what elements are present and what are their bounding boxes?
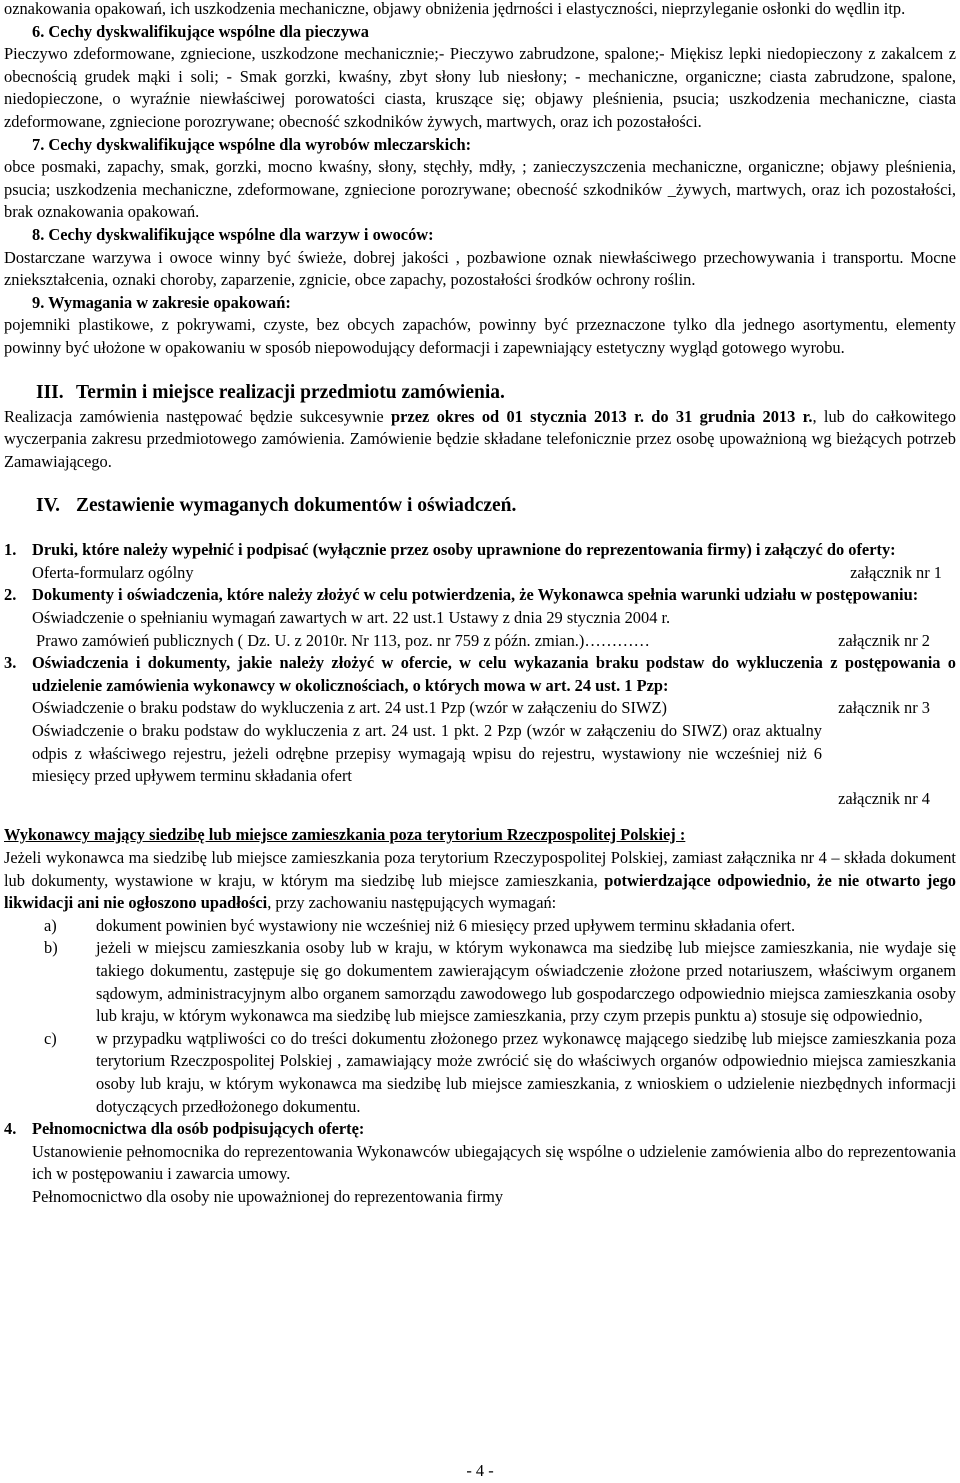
section-III-heading: III. Termin i miejsce realizacji przedmiotu zamówienia. [36,381,505,403]
item-4: 4. Pełnomocnictwa dla osób podpisujących ofertę: Ustanowienie pełnomocnika do reprezentowania Wykonawców ubiegających się wspólne o udzielenie zamówienia albo do reprezentowania ich w postępowaniu i zawarcia umowy. Pełnomocnictwo dla osoby nie upoważnionej do reprezentowania firmy [4,1118,956,1208]
item-4-body: Ustanowienie pełnomocnika do reprezentowania Wykonawców ubiegających się wspólne o udzielenie zamówienia albo do reprezentowania ich w postępowaniu i zawarcia umowy. [32,1141,956,1184]
item-3-heading: Oświadczenia i dokumenty, jakie należy złożyć w ofercie, w celu wykazania braku podstaw do wykluczenia z postępowania o udzielenie zamówienia wykonawcy w okolicznościach, o których mowa w art. 24 ust. 1 Pzp: [32,653,956,695]
foreign-item-b: b) jeżeli w miejscu zamieszkania osoby lub w kraju, w którym wykonawca ma siedzibę lub miejsce zamieszkania, nie wydaje się takiego dokumentu, zastępuje się go dokumentem zawierającym oświadczenie złożone przed notariuszem, właściwym organem sądowym, administracyjnym albo organem samorządu zawodowego lub gospodarczego odpowiednio miejsca zamieszkania osoby lub kraju, w którym wykonawca ma siedzibę lub miejsce zamieszkania, przy czym przepis punktu a) stosuje się odpowiednio, [44,938,956,1026]
foreign-heading: Wykonawcy mający siedzibę lub miejsce zamieszkania poza terytorium Rzeczpospolitej Polskiej : [4,825,686,845]
item-2: 2. Dokumenty i oświadczenia, które należy złożyć w celu potwierdzenia, że Wykonawca spełnia warunki udziału w postępowaniu: Oświadczenie o spełnianiu wymagań zawartych w art. 22 ust.1 Ustawy z dnia 29 stycznia 2004 r. Prawo zamówień publicznych ( Dz. U. z 2010r. Nr 113, poz. nr 759 z późn. zmian.)………… załącznik nr 2 [4,584,956,652]
section-9-body: pojemniki plastikowe, z pokrywami, czyste, bez obcych zapachów, powinny być przeznaczone tylko dla jednego asortymentu, elementy powinny być ułożone w opakowaniu w sposób niepowodujący deformacji i zapewniający estetyczny wygląd gotowego wyrobu. [4,315,956,357]
item-1: 1. Druki, które należy wypełnić i podpisać (wyłącznie przez osoby uprawnione do reprezentowania firmy) i załączyć do oferty: Oferta-formularz ogólny załącznik nr 1 [4,539,956,584]
item-4-heading: Pełnomocnictwa dla osób podpisujących ofertę: [32,1119,365,1139]
section-IV-heading: IV. Zestawienie wymaganych dokumentów i oświadczeń. [36,495,517,517]
item-3-line1: Oświadczenie o braku podstaw do wykluczenia z art. 24 ust.1 Pzp (wzór w załączeniu do SIWZ) [32,698,667,718]
section-8-heading: 8. Cechy dyskwalifikujące wspólne dla warzyw i owoców: [32,224,434,244]
item-4-line: Pełnomocnictwo dla osoby nie upoważnionej do reprezentowania firmy [32,1186,504,1206]
section-7 [4,134,956,224]
foreign-body: Jeżeli wykonawca ma siedzibę lub miejsce zamieszkania poza terytorium Rzeczypospolitej Polskiej, zamiast załącznika nr 4 – składa dokument lub dokumenty, wystawione w kraju, w którym ma siedzibę lub miejsce zamieszkania, potwierdzające odpowiednio, że nie otwarto jego likwidacji ani nie ogłoszono upadłości, przy zachowaniu następujących wymagań: [4,848,956,913]
item-2-line1: Oświadczenie o spełnianiu wymagań zawartych w art. 22 ust.1 Ustawy z dnia 29 stycznia 2004 r. [32,608,671,628]
section-8 [4,224,956,292]
item-3-attachment-3: załącznik nr 3 [838,698,930,718]
item-2-line2: Prawo zamówień publicznych ( Dz. U. z 2010r. Nr 113, poz. nr 759 z późn. zmian.)………… [36,630,650,650]
section-III-body: Realizacja zamówienia następować będzie sukcesywnie przez okres od 01 stycznia 2013 r. do 31 grudnia 2013 r., lub do całkowitego wyczerpania zakresu przedmiotowego zamówienia. Zamówienie będzie składane telefonicznie przez osobę upoważnioną wg bieżących potrzeb Zamawiającego. [4,406,956,471]
item-1-attachment: załącznik nr 1 [850,562,942,582]
item-3-line2: Oświadczenie o braku podstaw do wykluczenia z art. 24 ust. 1 pkt. 2 Pzp (wzór w załączeniu do SIWZ) oraz aktualny odpis z właściwego rejestru, jeżeli odrębne przepisy wymagają wpisu do rejestru, wystawiony nie wcześniej niż 6 miesięcy przed upływem terminu składania ofert [32,721,822,786]
section-9 [4,292,956,360]
document-page [4,0,956,1209]
section-III [4,380,956,474]
section-6-body: Pieczywo zdeformowane, zgniecione, uszkodzone mechanicznie;- Pieczywo zabrudzone, spalone;- Miękisz lepki niedopieczony z zakalcem z obecnością grudek mąki i soli; - Smak gorzki, kwaśny, zbyt słony lub niesłony; - mechaniczne, organiczne; ciasta zabrudzone, spalone, niedopieczone, o wyraźnie niewłaściwej porowatości ciasta, kruszące się; objawy pleśnienia, psucia; uszkodzenia mechaniczne, ciasta zdeformowane, zgniecione porozrywane; obecność szkodników żywych, martwych, oraz ich pozostałości. [4,44,956,131]
section-9-heading: 9. Wymagania w zakresie opakowań: [32,292,291,312]
section-8-body: Dostarczane warzywa i owoce winny być świeże, dobrej jakości , pozbawione oznak niewłaściwego przechowywania i transportu. Mocne zniekształcenia, oznaki choroby, zaparzenie, zgnicie, obce zapachy, pozostałości środków ochrony roślin. [4,247,956,290]
section-6 [4,21,956,134]
section-6-heading: 6. Cechy dyskwalifikujące wspólne dla pieczywa [32,21,369,41]
section-7-body: obce posmaki, zapachy, smak, gorzki, mocno kwaśny, słony, stęchły, mdły, ; zanieczyszczenia mechaniczne, organiczne; objawy pleśnienia, psucia; uszkodzenia mechaniczne, zdeformowane, zgniecione porozrywane; obecność szkodników _żywych, martwych, oraz ich pozostałości, brak oznakowania opakowań. [4,157,956,222]
item-1-heading: Druki, które należy wypełnić i podpisać (wyłącznie przez osoby uprawnione do reprezentowania firmy) i załączyć do oferty: [32,540,896,560]
item-3: 3. Oświadczenia i dokumenty, jakie należy złożyć w ofercie, w celu wykazania braku podstaw do wykluczenia z postępowania o udzielenie zamówienia wykonawcy w okolicznościach, o których mowa w art. 24 ust. 1 Pzp: Oświadczenie o braku podstaw do wykluczenia z art. 24 ust.1 Pzp (wzór w załączeniu do SIWZ) załącznik nr 3 Oświadczenie o braku podstaw do wykluczenia z art. 24 ust. 1 pkt. 2 Pzp (wzór w załączeniu do SIWZ) oraz aktualny odpis z właściwego rejestru, jeżeli odrębne przepisy wymagają wpisu do rejestru, wystawiony nie wcześniej niż 6 miesięcy przed upływem terminu składania ofert załącznik nr 4 [4,652,956,810]
item-2-attachment: załącznik nr 2 [838,630,930,650]
foreign-item-c: c) w przypadku wątpliwości co do treści dokumentu złożonego przez wykonawcę mającego siedzibę lub miejsce zamieszkania poza terytorium Rzeczpospolitej Polskiej , zamawiający może zwrócić się do właściwych organów odpowiednio miejsca zamieszkania osoby lub kraju, w którym wykonawca ma siedzibę lub miejsce zamieszkania, z wnioskiem o udzielenie niezbędnych informacji dotyczących przedłożonego dokumentu. [44,1028,956,1116]
top-text: oznakowania opakowań, ich uszkodzenia mechaniczne, objawy obniżenia jędrności i elastyczności, nieprzyleganie osłonki do wędlin itp. [4,0,906,18]
section-IV [4,493,956,810]
foreign-section [4,824,956,1118]
foreign-item-a: a) dokument powinien być wystawiony nie wcześniej niż 6 miesięcy przed upływem terminu składania ofert. [44,915,796,935]
item-2-heading: Dokumenty i oświadczenia, które należy złożyć w celu potwierdzenia, że Wykonawca spełnia warunki udziału w postępowaniu: [32,585,919,605]
item-3-attachment-4: załącznik nr 4 [838,788,930,808]
item-1-doc: Oferta-formularz ogólny [32,562,194,582]
section-7-heading: 7. Cechy dyskwalifikujące wspólne dla wyrobów mleczarskich: [32,134,472,154]
page-number: - 4 - [466,1461,494,1480]
